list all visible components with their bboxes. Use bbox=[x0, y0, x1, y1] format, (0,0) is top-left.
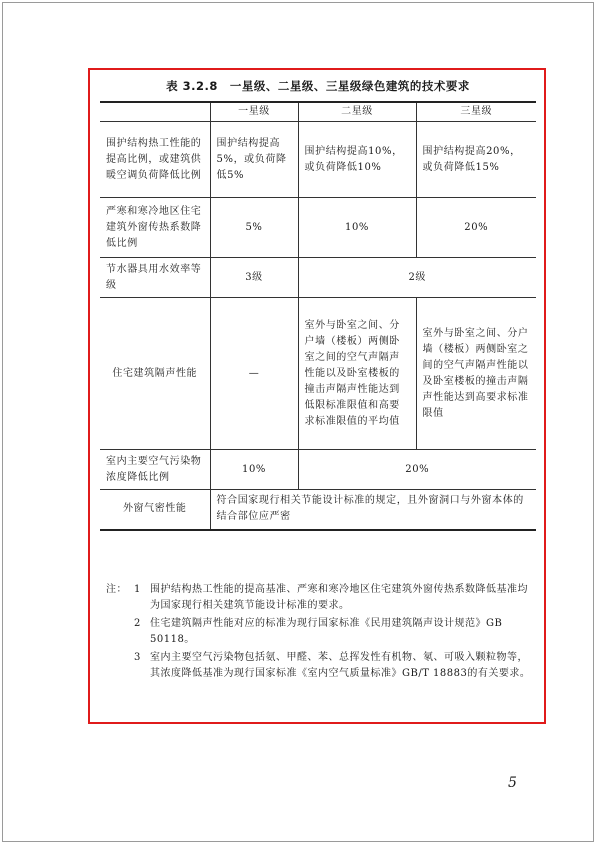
row-item: 围护结构热工性能的提高比例，或建筑供暖空调负荷降低比例 bbox=[100, 122, 210, 198]
note-text: 住宅建筑隔声性能对应的标准为现行国家标准《民用建筑隔声设计规范》GB 50118。 bbox=[150, 618, 503, 645]
table-notes bbox=[100, 582, 536, 684]
note-number: 1 bbox=[134, 584, 141, 595]
table-row bbox=[100, 122, 536, 198]
row-item: 住宅建筑隔声性能 bbox=[100, 298, 210, 450]
note-number: 3 bbox=[134, 652, 141, 663]
cell-two-star: 10% bbox=[298, 198, 416, 258]
table-header-row bbox=[100, 102, 536, 122]
header-item bbox=[100, 102, 210, 122]
header-two-star: 二星级 bbox=[298, 102, 416, 122]
page-number: 5 bbox=[508, 775, 517, 791]
cell-three-star: 室外与卧室之间、分户墙（楼板）两侧卧室之间的空气声隔声性能以及卧室楼板的撞击声隔声性能达到高要求标准限值 bbox=[416, 298, 536, 450]
row-item: 严寒和寒冷地区住宅建筑外窗传热系数降低比例 bbox=[100, 198, 210, 258]
cell-two-three-star: 2级 bbox=[298, 258, 536, 298]
cell-two-star: 围护结构提高10%，或负荷降低10% bbox=[298, 122, 416, 198]
cell-one-star: 10% bbox=[210, 450, 298, 490]
table-title: 表 3.2.8 一星级、二星级、三星级绿色建筑的技术要求 bbox=[166, 79, 470, 93]
table-row bbox=[100, 258, 536, 298]
cell-one-star: 5% bbox=[210, 198, 298, 258]
note-item bbox=[100, 616, 536, 648]
cell-all-stars: 符合国家现行相关节能设计标准的规定，且外窗洞口与外窗本体的结合部位应严密 bbox=[210, 490, 536, 530]
notes-prefix: 注： bbox=[106, 584, 127, 595]
requirements-table bbox=[100, 101, 536, 531]
row-item: 节水器具用水效率等级 bbox=[100, 258, 210, 298]
header-one-star: 一星级 bbox=[210, 102, 298, 122]
table-row bbox=[100, 198, 536, 258]
note-item bbox=[100, 650, 536, 682]
table-row bbox=[100, 298, 536, 450]
cell-three-star: 20% bbox=[416, 198, 536, 258]
cell-three-star: 围护结构提高20%，或负荷降低15% bbox=[416, 122, 536, 198]
cell-one-star: 3级 bbox=[210, 258, 298, 298]
note-text: 室内主要空气污染物包括氨、甲醛、苯、总挥发性有机物、氡、可吸入颗粒物等，其浓度降低基准为现行国家标准《室内空气质量标准》GB/T 18883的有关要求。 bbox=[150, 652, 531, 679]
cell-two-star: 室外与卧室之间、分户墙（楼板）两侧卧室之间的空气声隔声性能以及卧室楼板的撞击声隔声性能达到低限标准限值和高要求标准限值的平均值 bbox=[298, 298, 416, 450]
note-number: 2 bbox=[134, 618, 141, 629]
row-item: 外窗气密性能 bbox=[100, 490, 210, 530]
table-row bbox=[100, 490, 536, 530]
header-three-star: 三星级 bbox=[416, 102, 536, 122]
cell-two-three-star: 20% bbox=[298, 450, 536, 490]
row-item: 室内主要空气污染物浓度降低比例 bbox=[100, 450, 210, 490]
cell-one-star: 围护结构提高5%，或负荷降低5% bbox=[210, 122, 298, 198]
note-item bbox=[100, 582, 536, 614]
cell-one-star: — bbox=[210, 298, 298, 450]
table-row bbox=[100, 450, 536, 490]
note-text: 围护结构热工性能的提高基准、严寒和寒冷地区住宅建筑外窗传热系数降低基准均为国家现行相关建筑节能设计标准的要求。 bbox=[150, 584, 528, 611]
